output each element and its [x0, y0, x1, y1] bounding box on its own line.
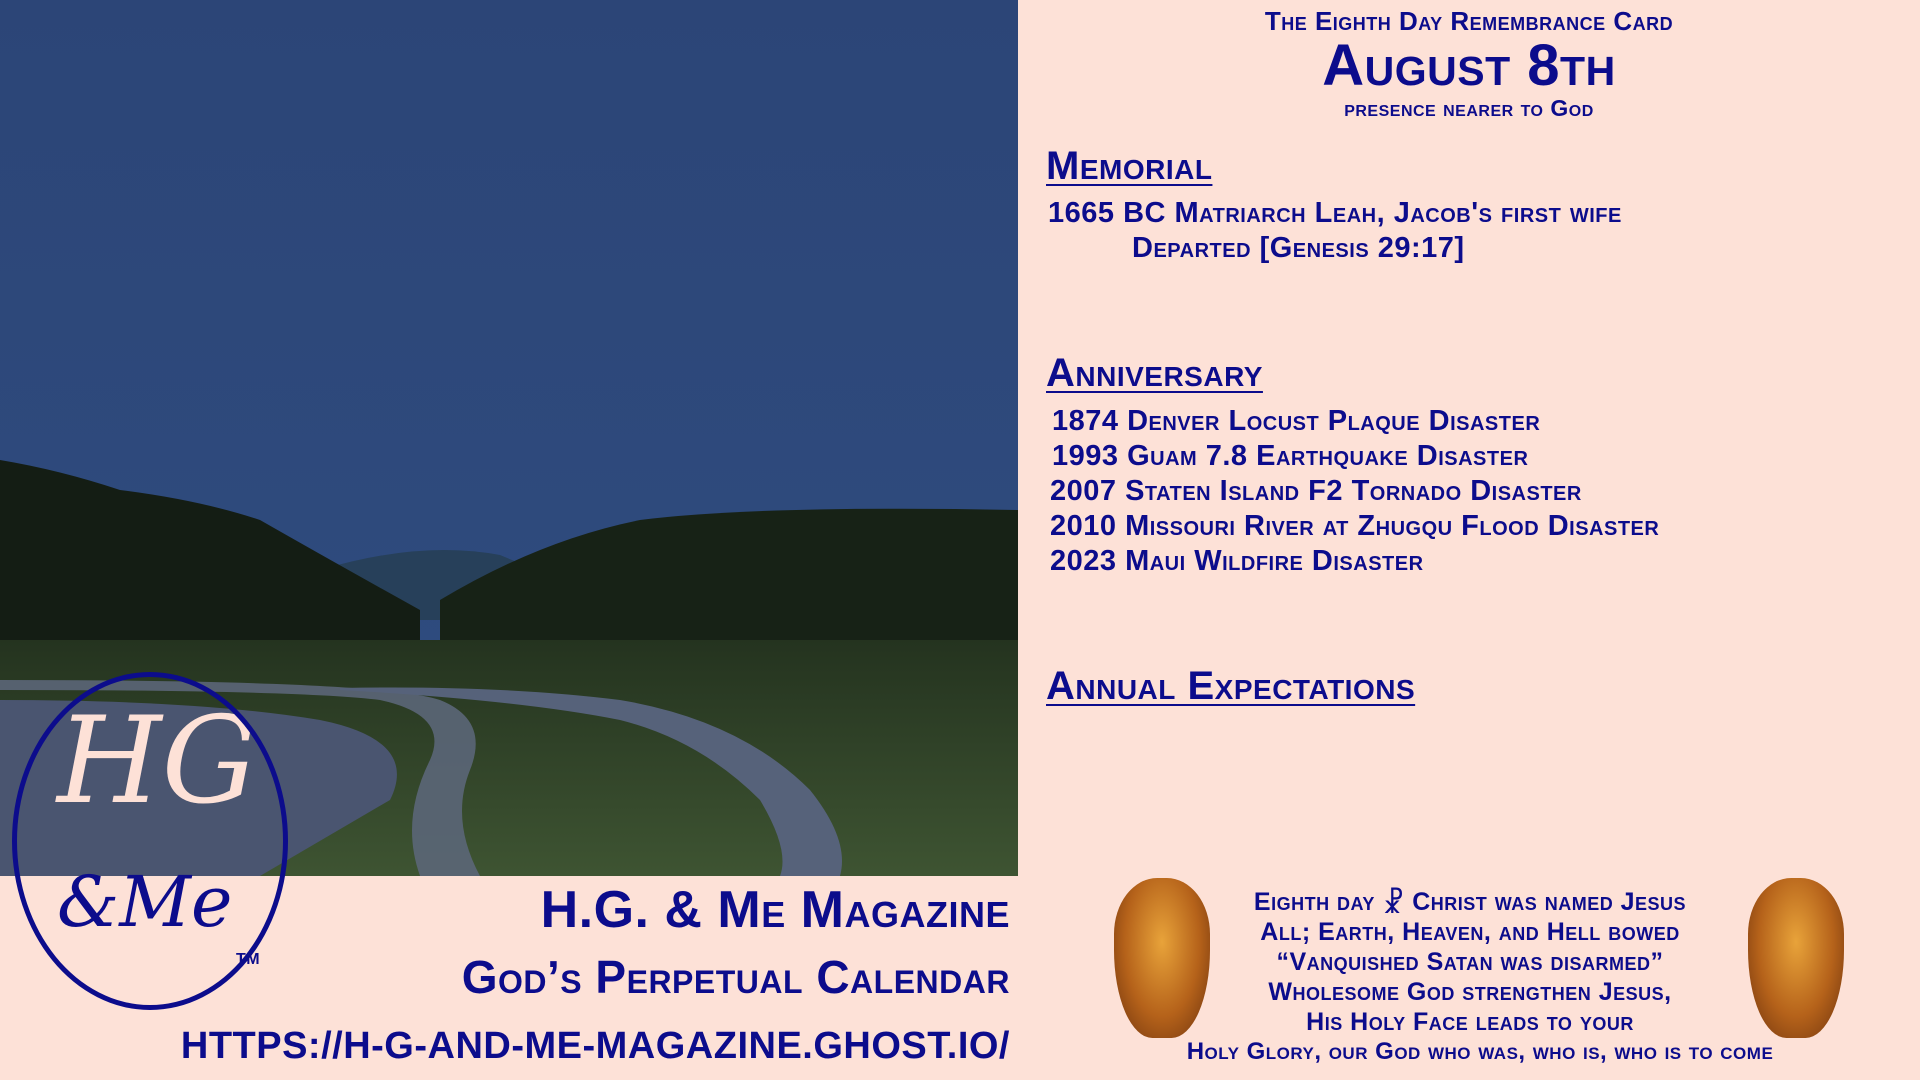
memorial-heading: Memorial	[1046, 144, 1213, 188]
memorial-line: 1665 BC Matriarch Leah, Jacob's first wife	[1048, 197, 1622, 229]
poem-line: His Holy Face leads to your	[1306, 1008, 1634, 1036]
magazine-name: H.G. & Me Magazine	[540, 881, 1010, 939]
annual-expectations-heading: Annual Expectations	[1046, 664, 1416, 708]
logo-me: &Me	[57, 861, 233, 943]
anniversary-item: 1993 Guam 7.8 Earthquake Disaster	[1052, 440, 1529, 472]
anniversary-item: 1874 Denver Locust Plaque Disaster	[1052, 405, 1541, 437]
trademark: TM	[236, 951, 261, 968]
magazine-url[interactable]: HTTPS://H-G-AND-ME-MAGAZINE.GHOST.IO/	[180, 1025, 1010, 1067]
calendar-name: God’s Perpetual Calendar	[461, 951, 1010, 1003]
poem-line	[1100, 887, 1840, 920]
poem-line: All; Earth, Heaven, and Hell bowed	[1260, 918, 1680, 946]
poem-line: “Vanquished Satan was disarmed”	[1276, 948, 1664, 976]
anniversary-item: 2007 Staten Island F2 Tornado Disaster	[1050, 475, 1582, 507]
poem-line: Wholesome God strengthen Jesus,	[1268, 978, 1672, 1006]
anniversary-heading: Anniversary	[1046, 351, 1263, 395]
poem-text: Christ was named Jesus	[1412, 888, 1687, 916]
card-date: August 8th	[1322, 33, 1616, 98]
card-title: The Eighth Day Remembrance Card	[1264, 6, 1674, 36]
card-subtitle: presence nearer to God	[1344, 95, 1594, 121]
anniversary-item: 2010 Missouri River at Zhugqu Flood Disaster	[1050, 510, 1660, 542]
chi-rho-icon: ☧	[1382, 887, 1405, 920]
memorial-line: Departed [Genesis 29:17]	[1132, 232, 1465, 264]
poem-line: Holy Glory, our God who was, who is, who is to come	[1186, 1038, 1774, 1065]
poem-text: Eighth day	[1253, 888, 1375, 916]
anniversary-item: 2023 Maui Wildfire Disaster	[1050, 545, 1424, 577]
logo-monogram: HG	[57, 692, 258, 831]
